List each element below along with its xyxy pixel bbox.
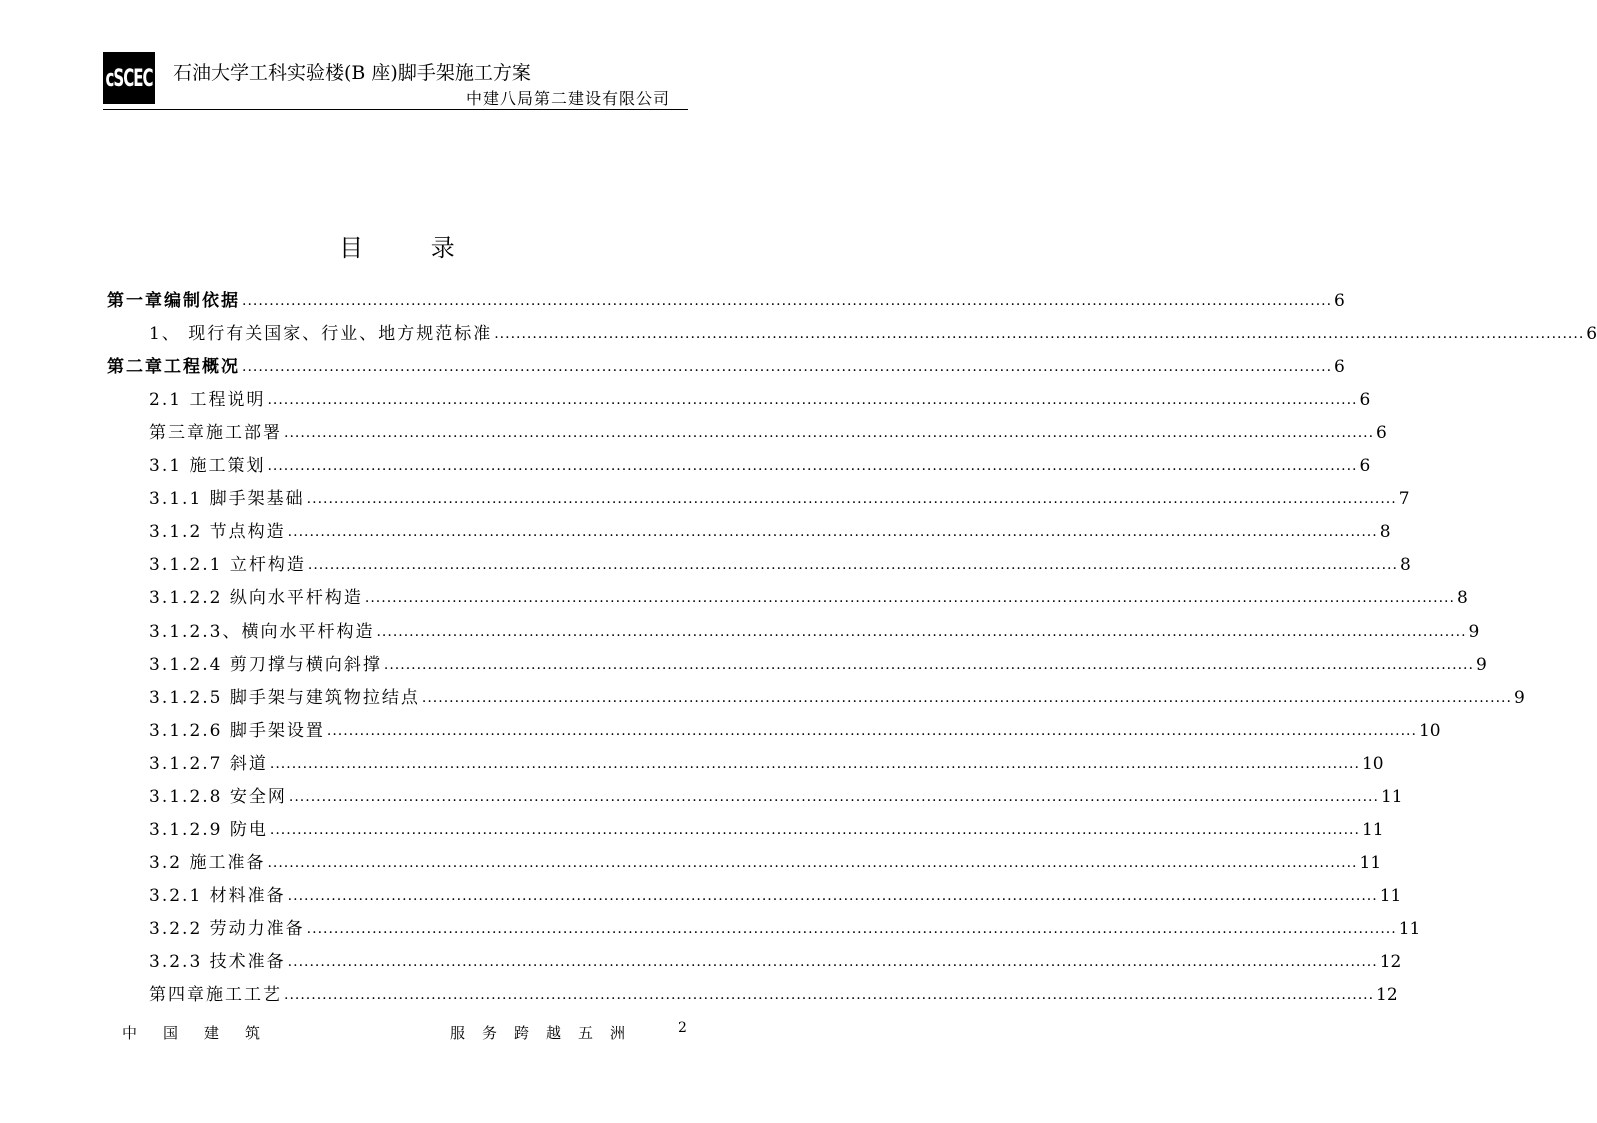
toc-entry-page: 11 — [1380, 786, 1403, 807]
toc-entry-page: 9 — [1475, 654, 1487, 675]
toc-entry[interactable] — [107, 809, 1384, 842]
toc-entry[interactable] — [107, 644, 1487, 677]
toc-leader-dots: ........................................................................................................................................................................................................ — [267, 392, 1358, 409]
toc-leader-dots: ........................................................................................................................................................................................................ — [326, 722, 1417, 739]
document-title: 石油大学工科实验楼(B 座)脚手架施工方案 — [173, 62, 531, 84]
toc-entry[interactable] — [107, 875, 1402, 908]
toc-heading: 目 录 — [339, 234, 485, 262]
toc-leader-dots: ........................................................................................................................................................................................................ — [306, 491, 1397, 508]
toc-entry[interactable] — [107, 842, 1382, 875]
toc-entry-label: 3.1.2.8 安全网 — [149, 786, 287, 807]
toc-entry[interactable] — [107, 743, 1384, 776]
table-of-contents — [107, 280, 1597, 1007]
page-number: 2 — [678, 1020, 687, 1036]
toc-entry-label: 3.1.2.7 斜道 — [149, 753, 268, 774]
toc-entry-label: 3.1.2.5 脚手架与建筑物拉结点 — [149, 687, 420, 708]
toc-leader-dots: ........................................................................................................................................................................................................ — [269, 821, 1360, 838]
toc-entry-label: 3.1.2.3、横向水平杆构造 — [149, 621, 375, 642]
toc-leader-dots: ........................................................................................................................................................................................................ — [267, 458, 1358, 475]
toc-entry-label: 3.1.2.4 剪刀撑与横向斜撑 — [149, 654, 382, 675]
toc-entry-label: 第二章工程概况 — [107, 357, 240, 378]
toc-entry-label: 3.1.2.1 立杆构造 — [149, 555, 306, 576]
toc-entry-label: 3.1.2.9 防电 — [149, 819, 268, 840]
toc-leader-dots: ........................................................................................................................................................................................................ — [421, 689, 1512, 706]
toc-entry[interactable] — [107, 313, 1597, 346]
toc-entry[interactable] — [107, 544, 1411, 577]
toc-leader-dots: ........................................................................................................................................................................................................ — [269, 755, 1360, 772]
toc-leader-dots: ........................................................................................................................................................................................................ — [364, 590, 1455, 607]
toc-entry-page: 6 — [1359, 456, 1371, 477]
company-name: 中建八局第二建设有限公司 — [465, 89, 670, 108]
toc-entry-page: 10 — [1418, 720, 1441, 741]
logo-text: cSCEC — [105, 63, 153, 93]
toc-entry-page: 11 — [1361, 819, 1384, 840]
toc-entry-page: 6 — [1334, 357, 1345, 378]
toc-entry-label: 第一章编制依据 — [107, 291, 240, 312]
toc-entry-label: 第四章施工工艺 — [149, 985, 282, 1006]
toc-entry[interactable] — [107, 610, 1480, 643]
toc-entry-label: 3.2.3 技术准备 — [149, 951, 286, 972]
toc-leader-dots: ........................................................................................................................................................................................................ — [242, 293, 1333, 310]
toc-entry-page: 8 — [1456, 588, 1468, 609]
toc-entry[interactable] — [107, 677, 1525, 710]
toc-entry-label: 2.1 工程说明 — [149, 390, 266, 411]
toc-leader-dots: ........................................................................................................................................................................................................ — [306, 920, 1397, 937]
toc-leader-dots: ........................................................................................................................................................................................................ — [383, 656, 1474, 673]
toc-entry[interactable] — [107, 445, 1371, 478]
toc-entry[interactable] — [107, 280, 1345, 313]
toc-entry[interactable] — [107, 412, 1387, 445]
toc-entry-page: 8 — [1399, 555, 1411, 576]
toc-entry[interactable] — [107, 346, 1345, 379]
toc-entry-label: 3.2 施工准备 — [149, 852, 266, 873]
toc-entry-label: 3.1.2.6 脚手架设置 — [149, 720, 325, 741]
toc-leader-dots: ........................................................................................................................................................................................................ — [267, 854, 1358, 871]
toc-leader-dots: ........................................................................................................................................................................................................ — [307, 557, 1398, 574]
toc-entry[interactable] — [107, 710, 1441, 743]
toc-entry[interactable] — [107, 478, 1410, 511]
toc-leader-dots: ........................................................................................................................................................................................................ — [287, 953, 1378, 970]
page-footer — [0, 1022, 794, 1046]
toc-entry[interactable] — [107, 941, 1402, 974]
toc-entry-label: 3.1.1 脚手架基础 — [149, 489, 305, 510]
toc-entry-page: 9 — [1513, 687, 1525, 708]
toc-entry-label: 3.1.2 节点构造 — [149, 522, 286, 543]
toc-entry-page: 8 — [1379, 522, 1391, 543]
toc-entry-page: 11 — [1359, 852, 1382, 873]
toc-leader-dots: ........................................................................................................................................................................................................ — [376, 623, 1467, 640]
page-header — [103, 46, 688, 110]
toc-entry-page: 12 — [1376, 985, 1398, 1006]
toc-entry[interactable] — [107, 379, 1371, 412]
toc-entry-label: 3.2.2 劳动力准备 — [149, 918, 305, 939]
toc-entry[interactable] — [107, 908, 1421, 941]
toc-entry-label: 3.2.1 材料准备 — [149, 885, 286, 906]
footer-slogan-right: 服务跨越五洲 — [450, 1024, 643, 1042]
toc-entry[interactable] — [107, 776, 1403, 809]
toc-entry-label: 第三章施工部署 — [149, 423, 282, 444]
toc-leader-dots: ........................................................................................................................................................................................................ — [284, 987, 1375, 1004]
toc-entry-label: 1、 现行有关国家、行业、地方规范标准 — [149, 324, 493, 345]
toc-leader-dots: ........................................................................................................................................................................................................ — [288, 788, 1379, 805]
toc-entry-page: 6 — [1586, 324, 1597, 345]
toc-entry-page: 11 — [1398, 918, 1421, 939]
toc-leader-dots: ........................................................................................................................................................................................................ — [242, 359, 1333, 376]
toc-entry-page: 11 — [1379, 885, 1402, 906]
toc-entry-label: 3.1 施工策划 — [149, 456, 266, 477]
toc-entry[interactable] — [107, 974, 1398, 1007]
cscec-logo — [103, 52, 155, 104]
toc-entry-page: 10 — [1361, 753, 1384, 774]
footer-slogan-left: 中国建筑 — [122, 1024, 287, 1042]
toc-entry-page: 6 — [1334, 291, 1345, 312]
toc-entry[interactable] — [107, 577, 1468, 610]
toc-entry[interactable] — [107, 511, 1391, 544]
toc-leader-dots: ........................................................................................................................................................................................................ — [284, 425, 1375, 442]
toc-leader-dots: ........................................................................................................................................................................................................ — [287, 887, 1378, 904]
toc-entry-page: 9 — [1468, 621, 1480, 642]
toc-leader-dots: ........................................................................................................................................................................................................ — [287, 524, 1378, 541]
toc-entry-page: 6 — [1376, 423, 1387, 444]
header-divider — [103, 109, 688, 110]
toc-entry-label: 3.1.2.2 纵向水平杆构造 — [149, 588, 363, 609]
toc-leader-dots: ........................................................................................................................................................................................................ — [494, 326, 1585, 343]
toc-entry-page: 7 — [1398, 489, 1410, 510]
toc-entry-page: 12 — [1379, 951, 1402, 972]
toc-entry-page: 6 — [1359, 390, 1371, 411]
